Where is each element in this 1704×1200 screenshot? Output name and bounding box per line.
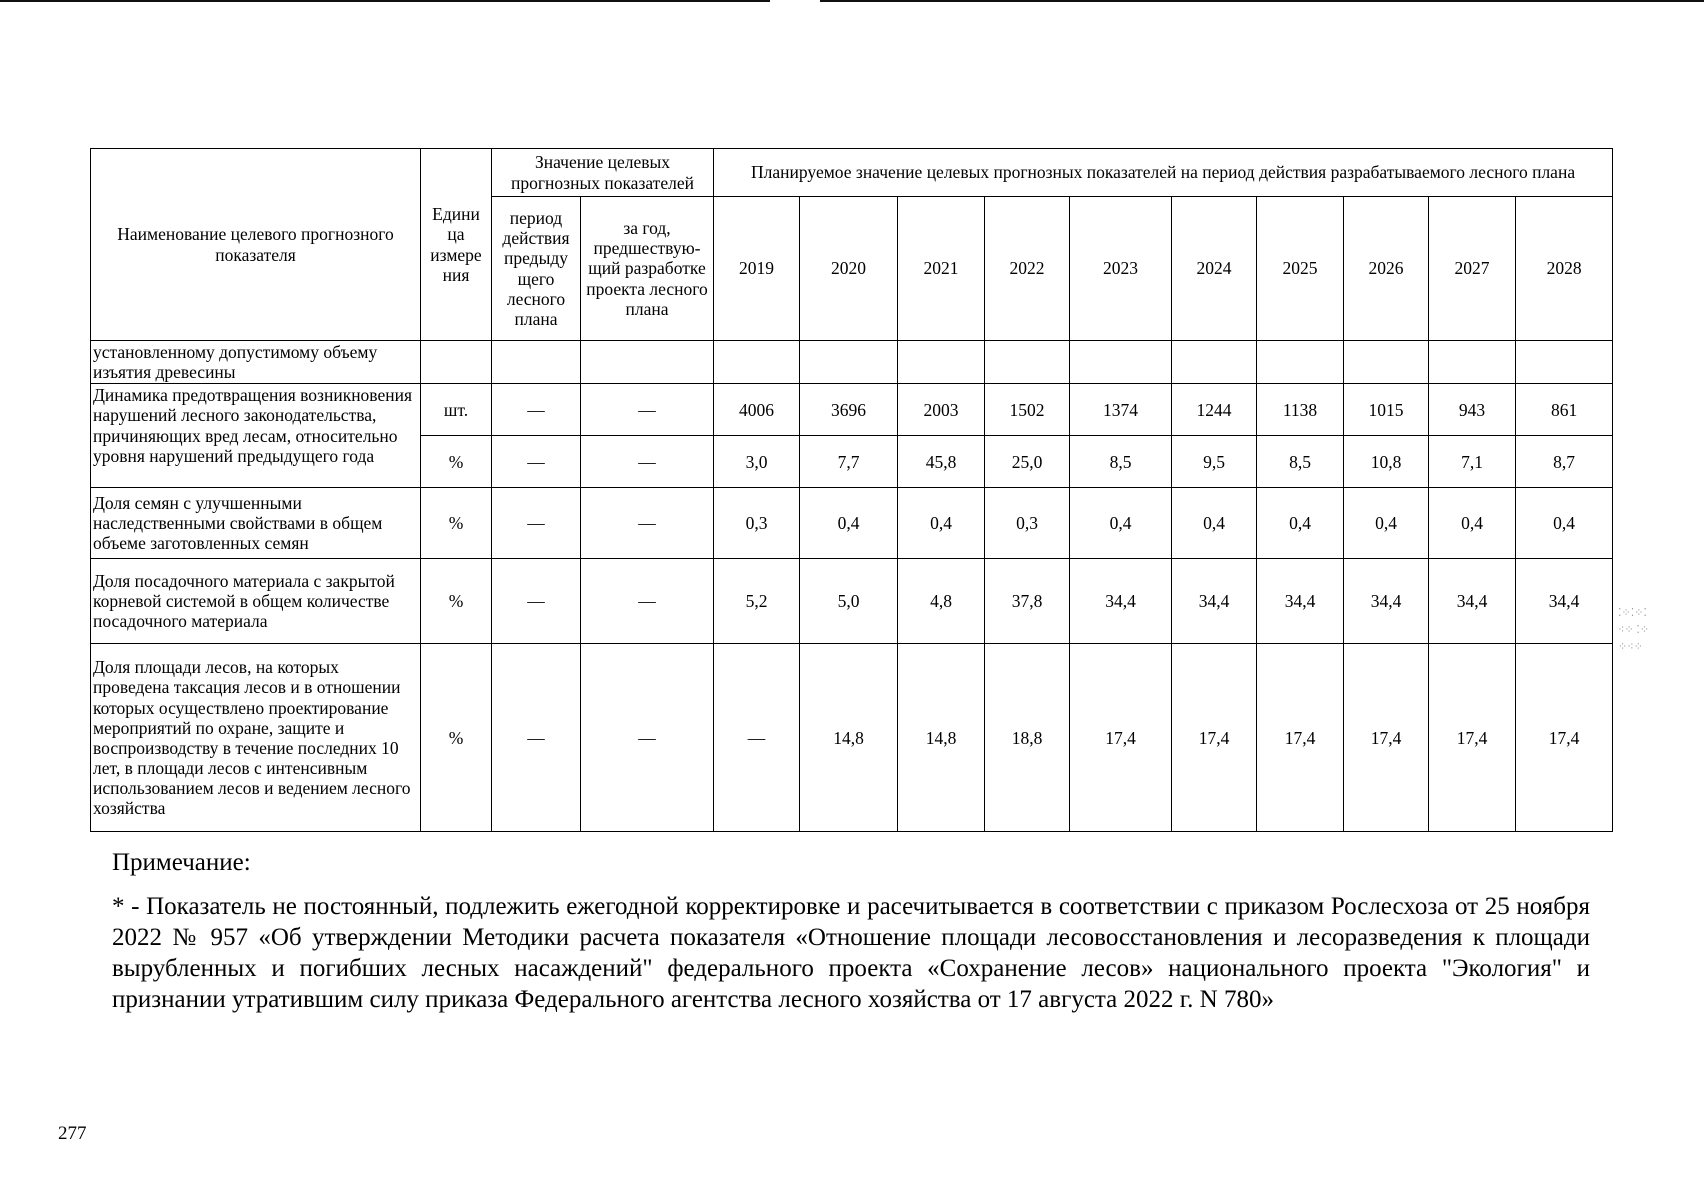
cell-value: 14,8 [898,644,985,832]
cell-value: 5,0 [800,559,898,644]
header-name: Наименование целевого прогнозного показателя [91,149,421,341]
row-prev-period: — [492,644,581,832]
cell-value: 17,4 [1344,644,1429,832]
header-prev-year: за год, предшествую- щий разработке проекта лесного плана [581,197,714,341]
header-prev-period: период действия предыду щего лесного плана [492,197,581,341]
row-prev-year: — [581,488,714,559]
cell-value: 0,4 [1429,488,1516,559]
cell-value: 18,8 [985,644,1070,832]
header-year: 2021 [898,197,985,341]
table-row-taxation [91,644,1613,832]
page-number: 277 [58,1123,87,1144]
cell-value: 0,4 [1070,488,1172,559]
table-row-seedlings [91,559,1613,644]
row-prev-period: — [492,559,581,644]
cell-value: 34,4 [1516,559,1613,644]
cell-value: — [714,644,800,832]
header-year: 2024 [1172,197,1257,341]
row-prev-year: — [581,644,714,832]
cell-value: 2003 [898,384,985,436]
note-text: * - Показатель не постоянный, подлежить ежегодной корректировке и расечитывается в соответствии с приказом Рослесхоза от 25 ноября 2022 № 957 «Об утверждении Методики расчета показателя «Отношение площади лесовосстановления и лесоразведения к площади вырубленных и погибших лесных насаждений" федерального проекта «Сохранение лесов» национального проекта "Экология" и признании утратившим силу приказа Федерального агентства лесного хозяйства от 17 августа 2022 г. N 780» [112,893,1590,1013]
cell-value: 17,4 [1257,644,1344,832]
cell-value: 943 [1429,384,1516,436]
table-row-continued [91,341,1613,384]
cell-value: 7,1 [1429,436,1516,488]
cell-value: 34,4 [1344,559,1429,644]
row-unit: шт. [421,384,492,436]
row-prev-year: — [581,436,714,488]
cell-value: 3,0 [714,436,800,488]
cell-value: 0,4 [1172,488,1257,559]
cell-value: 8,5 [1070,436,1172,488]
cell-value: 0,4 [898,488,985,559]
header-year: 2020 [800,197,898,341]
note-title: Примечание: [112,849,251,876]
row-unit: % [421,644,492,832]
row-name: Доля площади лесов, на которых проведена таксация лесов и в отношении которых осуществлено проектирование мероприятий по охране, защите и воспроизводству в течение последних 10 лет, в площади лесов с интенсивным использованием лесов и ведением лесного хозяйства [91,644,421,832]
header-year: 2025 [1257,197,1344,341]
cell-value: 3696 [800,384,898,436]
cell-value: 1374 [1070,384,1172,436]
indicators-table [90,148,1613,832]
cell-value: 34,4 [1429,559,1516,644]
header-row-1 [91,149,1613,197]
cell-value: 1138 [1257,384,1344,436]
header-year: 2026 [1344,197,1429,341]
row-unit: % [421,436,492,488]
header-unit: Едини ца измере ния [421,149,492,341]
cell-value: 34,4 [1257,559,1344,644]
cell-value: 34,4 [1172,559,1257,644]
cell-value: 1244 [1172,384,1257,436]
cell-value: 8,5 [1257,436,1344,488]
cell-value: 4006 [714,384,800,436]
cell-value: 0,4 [1257,488,1344,559]
cell-value: 0,3 [985,488,1070,559]
top-border-line [820,0,1704,2]
table-row-seeds [91,488,1613,559]
header-year: 2027 [1429,197,1516,341]
row-prev-year: — [581,559,714,644]
header-target-group: Значение целевых прогнозных показателей [492,149,714,197]
cell-value: 0,4 [800,488,898,559]
table-row-violations-count [91,384,1613,436]
cell-value: 17,4 [1429,644,1516,832]
cell-value: 45,8 [898,436,985,488]
header-planned-group: Планируемое значение целевых прогнозных показателей на период действия разрабатываемого лесного плана [714,149,1613,197]
cell-value: 1015 [1344,384,1429,436]
cell-value: 17,4 [1516,644,1613,832]
stamp-mark: ⁚⁘⁚⁘⁚ ⁖⁘ ⁚⁘ ⁘⁖⁘ [1618,607,1650,653]
cell-value: 0,4 [1516,488,1613,559]
row-unit: % [421,488,492,559]
cell-value: 10,8 [1344,436,1429,488]
row-prev-period: — [492,384,581,436]
row-name: Динамика предотвращения возникновения нарушений лесного законодательства, причиняющих вред лесам, относительно уровня нарушений предыдущего года [91,384,421,488]
cell-value: 17,4 [1070,644,1172,832]
row-name: Доля посадочного материала с закрытой корневой системой в общем количестве посадочного материала [91,559,421,644]
row-name: установленному допустимому объему изъятия древесины [91,341,421,384]
cell-value: 14,8 [800,644,898,832]
header-year: 2023 [1070,197,1172,341]
cell-value: 5,2 [714,559,800,644]
row-unit: % [421,559,492,644]
cell-value: 34,4 [1070,559,1172,644]
cell-value: 0,3 [714,488,800,559]
cell-value: 17,4 [1172,644,1257,832]
row-prev-year: — [581,384,714,436]
cell-value: 7,7 [800,436,898,488]
cell-value: 0,4 [1344,488,1429,559]
header-year: 2028 [1516,197,1613,341]
cell-value: 4,8 [898,559,985,644]
row-name: Доля семян с улучшенными наследственными свойствами в общем объеме заготовленных семян [91,488,421,559]
top-border-line [0,0,770,2]
cell-value: 9,5 [1172,436,1257,488]
cell-value: 25,0 [985,436,1070,488]
cell-value: 861 [1516,384,1613,436]
row-prev-period: — [492,436,581,488]
cell-value: 8,7 [1516,436,1613,488]
cell-value: 37,8 [985,559,1070,644]
cell-value: 1502 [985,384,1070,436]
header-year: 2019 [714,197,800,341]
row-prev-period: — [492,488,581,559]
header-year: 2022 [985,197,1070,341]
